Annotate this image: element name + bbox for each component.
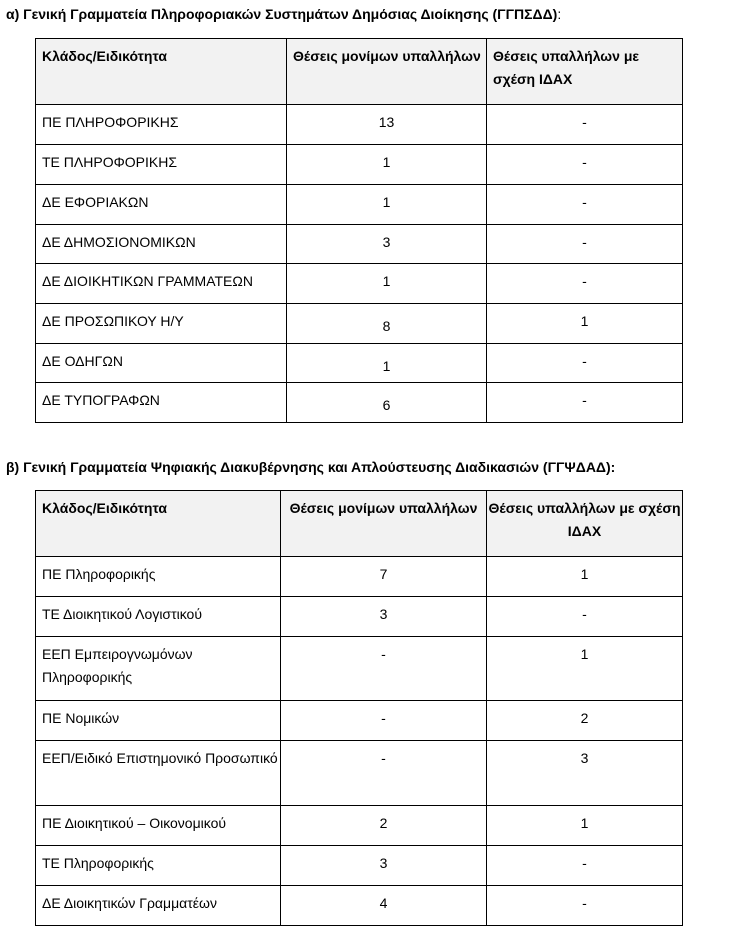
permanent-cell: 1 xyxy=(287,264,487,304)
idax-cell: - xyxy=(487,886,683,926)
specialty-cell: ΔΕ Διοικητικών Γραμματέων xyxy=(36,886,281,926)
section-a-title-colon: : xyxy=(557,6,562,22)
column-header-idax: Θέσεις υπαλλήλων με σχέση ΙΔΑΧ xyxy=(487,491,683,557)
table-row xyxy=(36,344,683,383)
idax-cell: 1 xyxy=(487,806,683,846)
column-header-specialty: Κλάδος/Ειδικότητα xyxy=(36,39,287,105)
permanent-cell: 3 xyxy=(281,846,487,886)
idax-cell: - xyxy=(487,264,683,304)
permanent-cell: 3 xyxy=(287,225,487,264)
table-row xyxy=(36,741,683,806)
specialty-cell: ΠΕ ΠΛΗΡΟΦΟΡΙΚΗΣ xyxy=(36,105,287,145)
specialty-cell: ΕΕΠ/Ειδικό Επιστημονικό Προσωπικό xyxy=(36,741,281,806)
specialty-cell: ΤΕ Πληροφορικής xyxy=(36,846,281,886)
table-row xyxy=(36,185,683,225)
table-row xyxy=(36,304,683,344)
permanent-cell: 13 xyxy=(287,105,487,145)
column-header-permanent: Θέσεις μονίμων υπαλλήλων xyxy=(287,39,487,105)
section-b-table xyxy=(35,490,683,926)
table-row xyxy=(36,557,683,597)
table-header-row xyxy=(36,39,683,105)
idax-cell: - xyxy=(487,344,683,383)
table-row xyxy=(36,145,683,185)
table-row xyxy=(36,806,683,846)
permanent-cell: 7 xyxy=(281,557,487,597)
permanent-cell: 1 xyxy=(287,344,487,383)
permanent-cell: 3 xyxy=(281,597,487,637)
idax-cell: - xyxy=(487,846,683,886)
idax-cell: - xyxy=(487,225,683,264)
idax-cell: - xyxy=(487,383,683,423)
idax-cell: 1 xyxy=(487,637,683,701)
permanent-cell: - xyxy=(281,741,487,806)
table-row xyxy=(36,383,683,423)
specialty-cell: ΠΕ Διοικητικού – Οικονομικού xyxy=(36,806,281,846)
column-header-idax: Θέσεις υπαλλήλων με σχέση ΙΔΑΧ xyxy=(487,39,683,105)
specialty-cell: ΔΕ ΕΦΟΡΙΑΚΩΝ xyxy=(36,185,287,225)
permanent-cell: 1 xyxy=(287,185,487,225)
idax-cell: - xyxy=(487,597,683,637)
section-a-title-bold: α) Γενική Γραμματεία Πληροφοριακών Συστημάτων Δημόσιας Διοίκησης (ΓΓΠΣΔΔ) xyxy=(6,6,558,22)
idax-cell: - xyxy=(487,145,683,185)
table-row xyxy=(36,105,683,145)
table-row xyxy=(36,597,683,637)
column-header-specialty: Κλάδος/Ειδικότητα xyxy=(36,491,281,557)
specialty-cell: ΠΕ Νομικών xyxy=(36,701,281,741)
table-row xyxy=(36,637,683,701)
column-header-permanent: Θέσεις μονίμων υπαλλήλων xyxy=(281,491,487,557)
permanent-cell: 6 xyxy=(287,383,487,423)
idax-cell: - xyxy=(487,105,683,145)
specialty-cell: ΤΕ ΠΛΗΡΟΦΟΡΙΚΗΣ xyxy=(36,145,287,185)
table-row xyxy=(36,846,683,886)
specialty-cell: ΔΕ ΔΙΟΙΚΗΤΙΚΩΝ ΓΡΑΜΜΑΤΕΩΝ xyxy=(36,264,287,304)
section-a-title xyxy=(6,6,561,22)
table-row xyxy=(36,225,683,264)
section-b-title: β) Γενική Γραμματεία Ψηφιακής Διακυβέρνησης και Απλούστευσης Διαδικασιών (ΓΓΨΔΑΔ): xyxy=(6,459,616,475)
idax-cell: 1 xyxy=(487,304,683,344)
section-a-table xyxy=(35,38,683,423)
permanent-cell: 4 xyxy=(281,886,487,926)
specialty-cell: ΔΕ ΠΡΟΣΩΠΙΚΟΥ Η/Υ xyxy=(36,304,287,344)
idax-cell: - xyxy=(487,185,683,225)
idax-cell: 2 xyxy=(487,701,683,741)
table-header-row xyxy=(36,491,683,557)
table-row xyxy=(36,886,683,926)
specialty-cell: ΕΕΠ Εμπειρογνωμόνων Πληροφορικής xyxy=(36,637,281,701)
specialty-cell: ΔΕ ΟΔΗΓΩΝ xyxy=(36,344,287,383)
specialty-cell: ΤΕ Διοικητικού Λογιστικού xyxy=(36,597,281,637)
permanent-cell: - xyxy=(281,701,487,741)
idax-cell: 1 xyxy=(487,557,683,597)
permanent-cell: 8 xyxy=(287,304,487,344)
specialty-cell: ΔΕ ΔΗΜΟΣΙΟΝΟΜΙΚΩΝ xyxy=(36,225,287,264)
idax-cell: 3 xyxy=(487,741,683,806)
permanent-cell: - xyxy=(281,637,487,701)
specialty-cell: ΠΕ Πληροφορικής xyxy=(36,557,281,597)
table-row xyxy=(36,264,683,304)
permanent-cell: 2 xyxy=(281,806,487,846)
specialty-cell: ΔΕ ΤΥΠΟΓΡΑΦΩΝ xyxy=(36,383,287,423)
table-row xyxy=(36,701,683,741)
permanent-cell: 1 xyxy=(287,145,487,185)
